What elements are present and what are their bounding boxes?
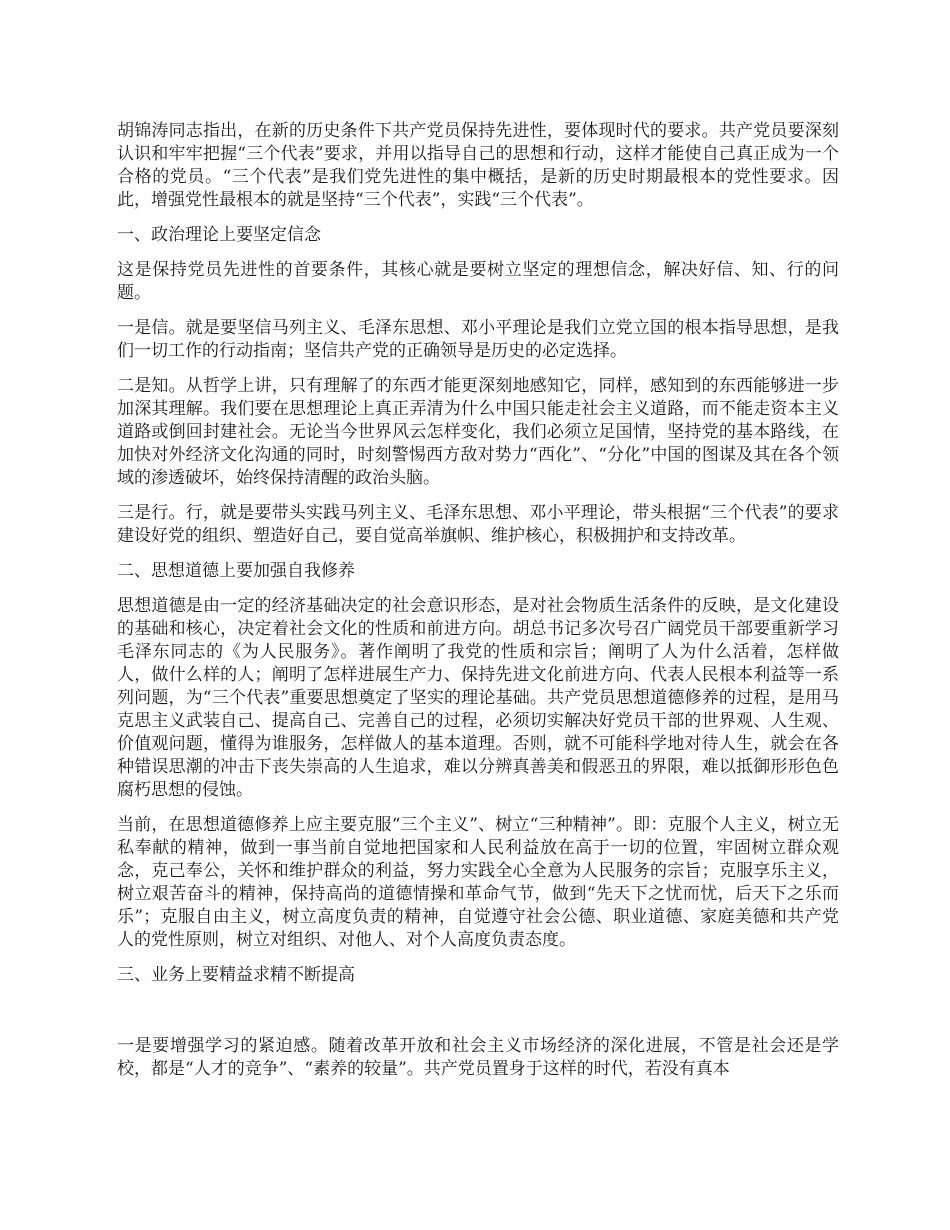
document-body (117, 120, 839, 1093)
section-1-paragraph-4: 三是行。行，就是要带头实践马列主义、毛泽东思想、邓小平理论，带头根据“三个代表”的要求建设好党的组织、塑造好自己，要自觉高举旗帜、维护核心，积极拥护和支持改革。 (117, 503, 839, 546)
section-2-paragraph-2: 当前，在思想道德修养上应主要克服“三个主义”、树立“三种精神”。即：克服个人主义，树立无私奉献的精神，做到一事当前自觉地把国家和人民利益放在高于一切的位置，牢固树立群众观念，克己奉公，关怀和维护群众的利益，努力实践全心全意为人民服务的宗旨；克服享乐主义，树立艰苦奋斗的精神，保持高尚的道德情操和革命气节，做到“先天下之忧而忧，后天下之乐而乐”；克服自由主义，树立高度负责的精神，自觉遵守社会公德、职业道德、家庭美德和共产党人的党性原则，树立对组织、对他人、对个人高度负责态度。 (117, 815, 839, 950)
section-1-paragraph-1: 这是保持党员先进性的首要条件，其核心就是要树立坚定的理想信念，解决好信、知、行的问题。 (117, 260, 839, 303)
section-heading-3: 三、业务上要精益求精不断提高 (117, 965, 355, 985)
section-heading-2: 二、思想道德上要加强自我修养 (117, 561, 355, 581)
section-heading-1: 一、政治理论上要坚定信念 (117, 225, 321, 245)
section-3-paragraph-1: 一是要增强学习的紧迫感。随着改革开放和社会主义市场经济的深化进展，不管是社会还是学校，都是“人才的竞争”、“素养的较量”。共产党员置身于这样的时代，若没有真本 (117, 1036, 839, 1079)
section-1-paragraph-3: 二是知。从哲学上讲，只有理解了的东西才能更深刻地感知它，同样，感知到的东西能够进一步加深其理解。我们要在思想理论上真正弄清为什么中国只能走社会主义道路，而不能走资本主义道路或倒回封建社会。无论当今世界风云怎样变化，我们必须立足国情，坚持党的基本路线，在加快对外经济文化沟通的同时，时刻警惕西方敌对势力“西化”、“分化”中国的图谋及其在各个领域的渗透破坏，始终保持清醒的政治头脑。 (117, 376, 839, 488)
section-1-paragraph-2: 一是信。就是要坚信马列主义、毛泽东思想、邓小平理论是我们立党立国的根本指导思想，是我们一切工作的行动指南；坚信共产党的正确领导是历史的必定选择。 (117, 318, 839, 361)
section-2-paragraph-1: 思想道德是由一定的经济基础决定的社会意识形态，是对社会物质生活条件的反映，是文化建设的基础和核心，决定着社会文化的性质和前进方向。胡总书记多次号召广阔党员干部要重新学习毛泽东同志的《为人民服务》。著作阐明了我党的性质和宗旨；阐明了人为什么活着，怎样做人，做什么样的人；阐明了怎样进展生产力、保持先进文化前进方向、代表人民根本利益等一系列问题，为“三个代表”重要思想奠定了坚实的理论基础。共产党员思想道德修养的过程，是用马克思主义武装自己、提高自己、完善自己的过程，必须切实解决好党员干部的世界观、人生观、价值观问题，懂得为谁服务，怎样做人的基本道理。否则，就不可能科学地对待人生，就会在各种错误思潮的冲击下丧失崇高的人生追求，难以分辨真善美和假恶丑的界限，难以抵御形形色色腐朽思想的侵蚀。 (117, 596, 839, 800)
intro-paragraph: 胡锦涛同志指出，在新的历史条件下共产党员保持先进性，要体现时代的要求。共产党员要深刻认识和牢牢把握“三个代表”要求，并用以指导自己的思想和行动，这样才能使自己真正成为一个合格的党员。“三个代表”是我们党先进性的集中概括，是新的历史时期最根本的党性要求。因此，增强党性最根本的就是坚持“三个代表”，实践“三个代表”。 (117, 121, 839, 210)
